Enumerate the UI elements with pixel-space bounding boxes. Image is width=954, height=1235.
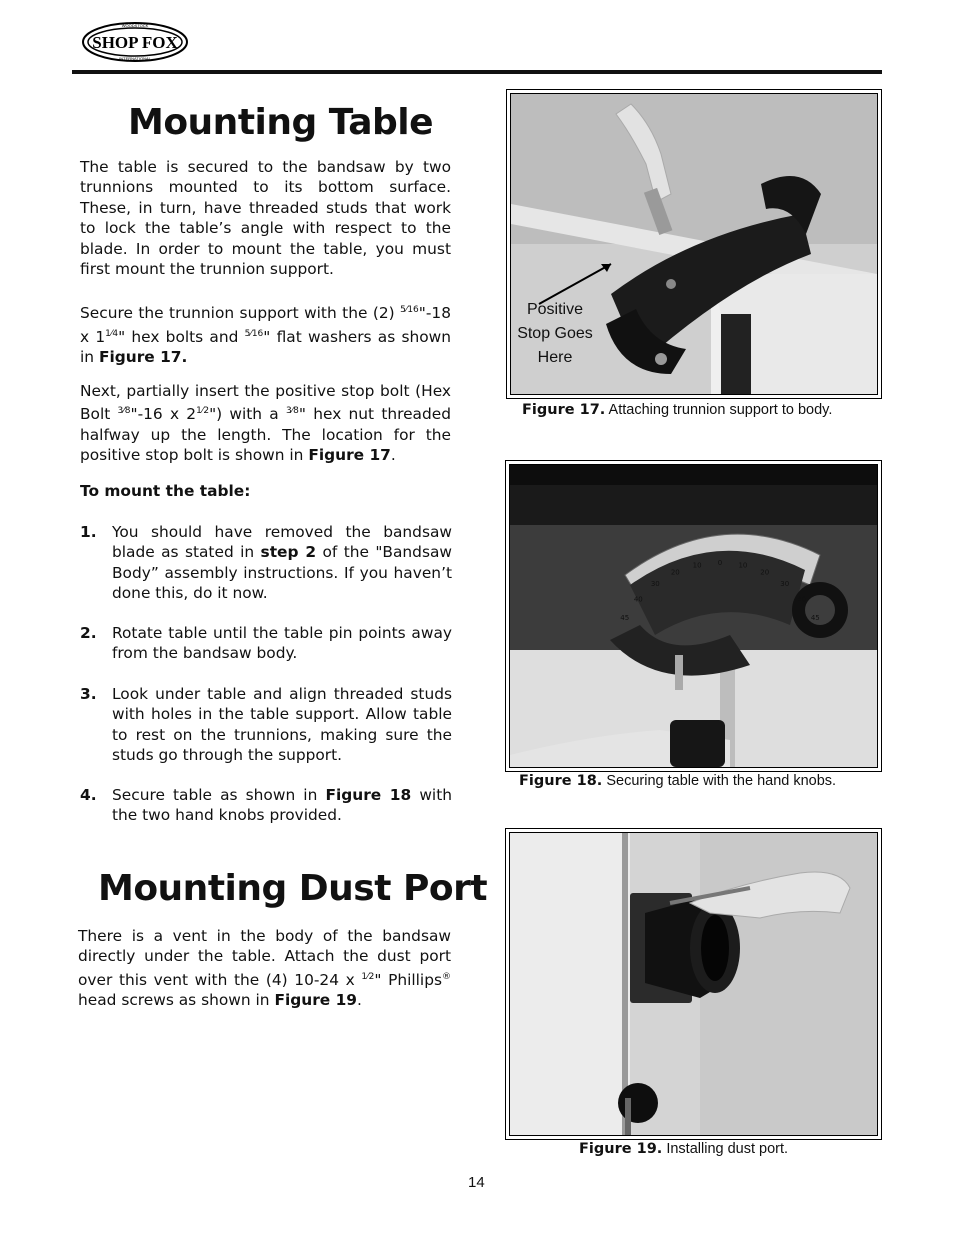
step-3: 3. Look under table and align threaded studs with holes in the table support. Allow table to rest on the trunnions, making sure the studs go through the support. xyxy=(80,685,452,765)
scale-label: 20 xyxy=(760,568,770,577)
section-title-mounting-dust-port: Mounting Dust Port xyxy=(98,868,488,909)
scale-label: 10 xyxy=(738,561,748,570)
scale-label: 0 xyxy=(717,559,723,567)
step-1: 1. You should have removed the bandsaw blade as stated in step 2 of the "Bandsaw Body” assembly instructions. If you haven’t done this, do it now. xyxy=(80,523,452,603)
positive-stop-paragraph: Next, partially insert the positive stop bolt (Hex Bolt $^{3⁄8}$"-16 x $2^{1⁄2}$") with a $^{3⁄8}$" hex nut threaded halfway up the length. The location for the positive stop bolt is shown in Figure 17. xyxy=(80,382,451,465)
section-title-mounting-table: Mounting Table xyxy=(128,102,434,143)
svg-text:SHOP FOX: SHOP FOX xyxy=(92,33,178,52)
scale-label: 10 xyxy=(692,561,702,570)
figure-18-frame xyxy=(505,460,882,772)
dust-port-paragraph: There is a vent in the body of the bandsaw directly under the table. Attach the dust port over this vent with the (4) 10-24 x $^{1⁄2}$" Phillips® head screws as shown in Figure 19. xyxy=(78,927,451,1010)
trunnion-bolt-paragraph: Secure the trunnion support with the (2) $^{5⁄16}$"-18 x $1^{1⁄4}$" hex bolts and $^{5⁄16}$" flat washers as shown in Figure 17. xyxy=(80,304,451,367)
scale-label: 45 xyxy=(810,614,820,622)
scale-label: 45 xyxy=(620,614,630,622)
page-number: 14 xyxy=(468,1174,485,1191)
figure-17-caption: Figure 17. Attaching trunnion support to body. xyxy=(522,402,833,418)
scale-label: 20 xyxy=(670,568,680,577)
step-2: 2. Rotate table until the table pin points away from the bandsaw body. xyxy=(80,624,452,663)
figure-18-caption: Figure 18. Securing table with the hand knobs. xyxy=(519,773,837,789)
shop-fox-logo xyxy=(80,20,190,64)
figure-18-photo xyxy=(510,465,877,767)
figure-19-photo xyxy=(510,833,877,1135)
intro-paragraph: The table is secured to the bandsaw by two trunnions mounted to its bottom surface. These, in turn, have threaded studs that work to lock the table’s angle with respect to the blade. In order to mount the table, you must first mount the trunnion support. xyxy=(80,158,451,279)
svg-text:INTERNATIONAL: INTERNATIONAL xyxy=(119,56,151,61)
step-4: 4. Secure table as shown in Figure 18 with the two hand knobs provided. xyxy=(80,786,452,825)
header-rule xyxy=(72,70,882,74)
figure-19-caption: Figure 19. Installing dust port. xyxy=(579,1141,789,1157)
svg-text:WOODSTOCK: WOODSTOCK xyxy=(121,23,149,28)
positive-stop-callout: Positive Stop Goes Here xyxy=(517,301,593,366)
scale-label: 30 xyxy=(780,580,790,588)
scale-label: 40 xyxy=(633,595,643,604)
scale-label: 40 xyxy=(797,595,807,604)
scale-label: 30 xyxy=(650,580,660,588)
procedure-subhead: To mount the table: xyxy=(80,482,251,500)
figure-19-frame xyxy=(505,828,882,1140)
